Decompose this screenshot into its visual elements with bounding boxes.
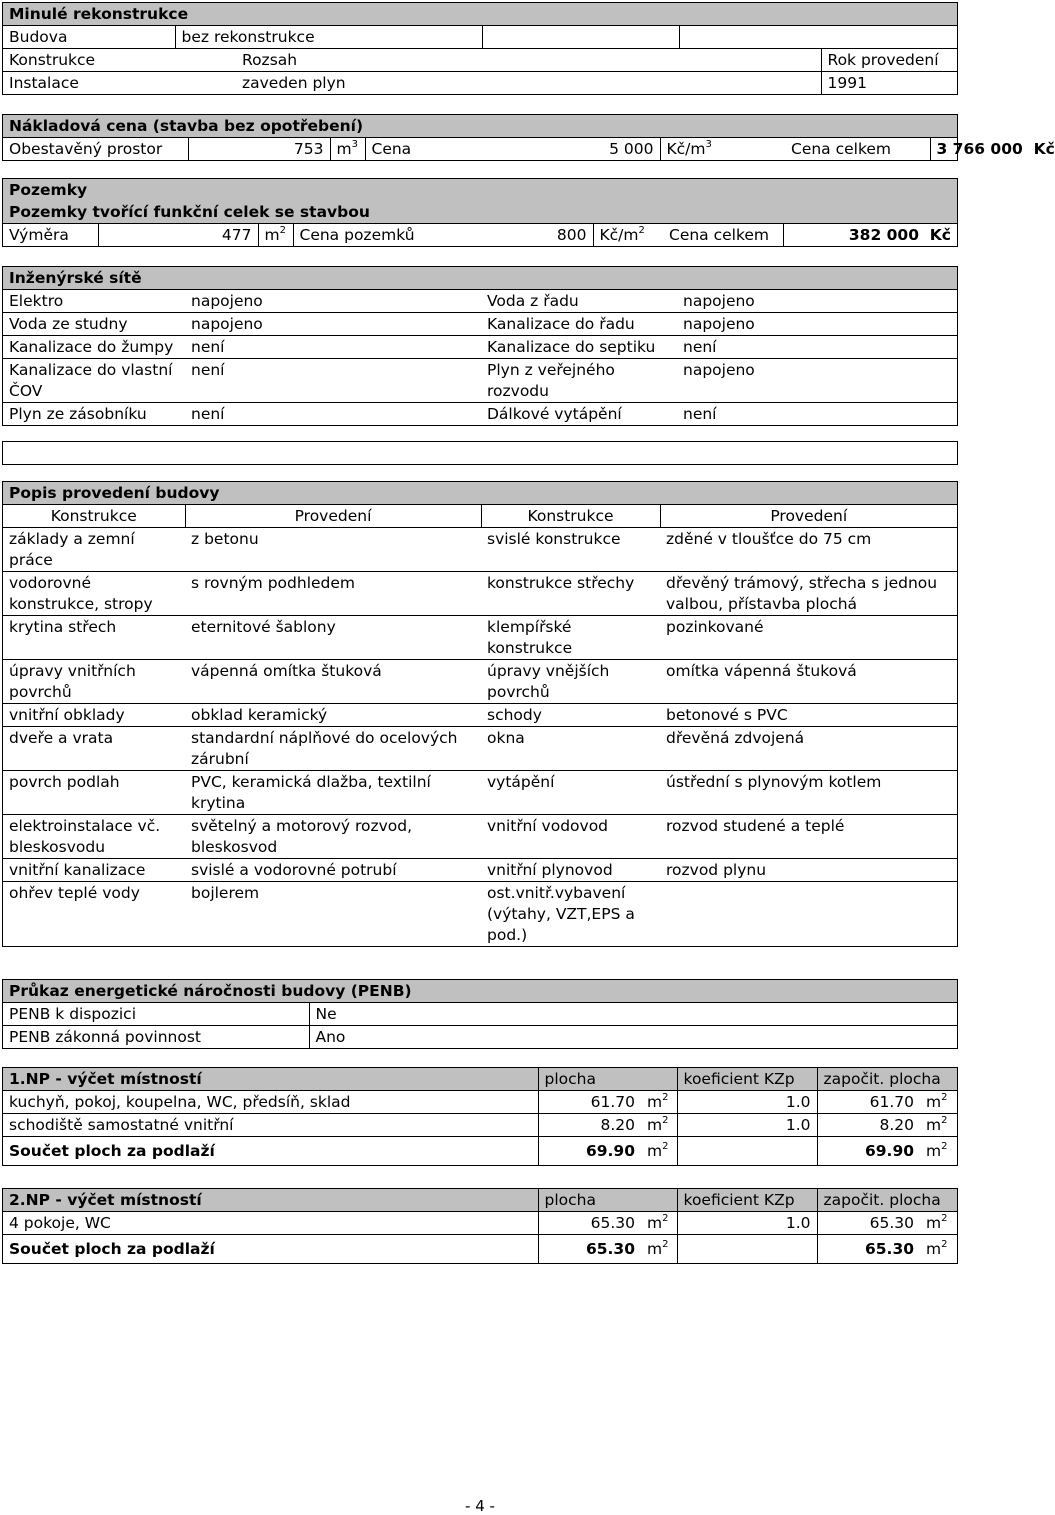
room-counted: 8.20 xyxy=(817,1114,920,1137)
construction-value: obklad keramický xyxy=(185,704,481,727)
room-list: schodiště samostatné vnitřní xyxy=(3,1114,538,1137)
construction-label: dveře a vrata xyxy=(3,727,185,771)
construction-value: zděné v tloušťce do 75 cm xyxy=(660,528,957,572)
land-price-label: Cena pozemků xyxy=(293,224,508,247)
utility-value: není xyxy=(185,403,481,426)
section-title: Inženýrské sítě xyxy=(3,267,957,290)
header-zapocit: započit. plocha xyxy=(817,1189,957,1212)
area-unit: $m^2$ xyxy=(258,224,293,247)
construction-value: rozvod plynu xyxy=(660,859,957,882)
header-plocha: plocha xyxy=(538,1189,677,1212)
section-title: Pozemky xyxy=(3,179,957,201)
land-total-value: 382 000 Kč xyxy=(783,224,957,247)
header-konstrukce: Konstrukce xyxy=(481,505,660,528)
building-section xyxy=(2,481,958,947)
construction-label: ost.vnitř.vybavení (výtahy, VZT,EPS a pod.) xyxy=(481,882,660,947)
section-title: Popis provedení budovy xyxy=(3,482,957,505)
construction-label: základy a zemní práce xyxy=(3,528,185,572)
construction-value: ústřední s plynovým kotlem xyxy=(660,771,957,815)
empty-box xyxy=(2,441,958,465)
room-area: 65.30 xyxy=(538,1212,641,1235)
construction-label: konstrukce střechy xyxy=(481,572,660,616)
row-label: Instalace xyxy=(3,72,236,95)
penb-value: Ano xyxy=(309,1026,957,1049)
area-unit: $m^2$ xyxy=(920,1235,957,1263)
construction-label: vnitřní kanalizace xyxy=(3,859,185,882)
header-zapocit: započit. plocha xyxy=(817,1068,957,1091)
area-unit: $m^2$ xyxy=(641,1137,677,1165)
utility-value: není xyxy=(677,336,957,359)
utility-label: Kanalizace do septiku xyxy=(481,336,677,359)
construction-label: vnitřní obklady xyxy=(3,704,185,727)
header-konstrukce: Konstrukce xyxy=(3,49,236,72)
room-coef: 1.0 xyxy=(677,1114,817,1137)
header-koeficient: koeficient KZp xyxy=(677,1189,817,1212)
cost-section xyxy=(2,114,1055,161)
land-section xyxy=(2,178,958,247)
construction-value xyxy=(660,882,957,947)
row-rok: 1991 xyxy=(821,72,957,95)
sum-area: 65.30 xyxy=(538,1235,641,1263)
header-provedeni: Provedení xyxy=(660,505,957,528)
land-price-value: 800 xyxy=(508,224,593,247)
room-coef: 1.0 xyxy=(677,1212,817,1235)
floor2-section xyxy=(2,1188,958,1264)
construction-value: vápenná omítka štuková xyxy=(185,660,481,704)
sum-counted: 65.30 xyxy=(817,1235,920,1263)
area-value: 477 xyxy=(98,224,258,247)
construction-value: svislé a vodorovné potrubí xyxy=(185,859,481,882)
utility-label: Voda z řadu xyxy=(481,290,677,313)
room-list: 4 pokoje, WC xyxy=(3,1212,538,1235)
row-rozsah: zaveden plyn xyxy=(236,72,821,95)
construction-value: bojlerem xyxy=(185,882,481,947)
utility-label: Kanalizace do žumpy xyxy=(3,336,185,359)
area-unit: $m^2$ xyxy=(920,1137,957,1165)
area-unit: $m^2$ xyxy=(920,1212,957,1235)
header-provedeni: Provedení xyxy=(185,505,481,528)
construction-value: dřevěná zdvojená xyxy=(660,727,957,771)
area-unit: $m^2$ xyxy=(920,1091,957,1114)
construction-label: vytápění xyxy=(481,771,660,815)
past-reconstructions-section xyxy=(2,2,958,95)
utility-value: není xyxy=(185,359,481,403)
construction-value: eternitové šablony xyxy=(185,616,481,660)
penb-label: PENB k dispozici xyxy=(3,1003,309,1026)
header-rozsah: Rozsah xyxy=(236,49,821,72)
construction-label: úpravy vnitřních povrchů xyxy=(3,660,185,704)
construction-label: okna xyxy=(481,727,660,771)
price-label: Cena xyxy=(365,138,590,161)
construction-value: s rovným podhledem xyxy=(185,572,481,616)
construction-value: dřevěný trámový, střecha s jednou valbou, přístavba plochá xyxy=(660,572,957,616)
construction-value: standardní náplňové do ocelových zárubní xyxy=(185,727,481,771)
construction-label: vnitřní vodovod xyxy=(481,815,660,859)
room-list: kuchyň, pokoj, koupelna, WC, předsíň, sklad xyxy=(3,1091,538,1114)
construction-value: z betonu xyxy=(185,528,481,572)
sum-counted: 69.90 xyxy=(817,1137,920,1165)
room-area: 8.20 xyxy=(538,1114,641,1137)
construction-label: povrch podlah xyxy=(3,771,185,815)
page-number: - 4 - xyxy=(465,1497,495,1515)
section-title: Nákladová cena (stavba bez opotřebení) xyxy=(3,115,957,138)
header-koeficient: koeficient KZp xyxy=(677,1068,817,1091)
utility-value: napojeno xyxy=(677,290,957,313)
total-value: 3 766 000 Kč xyxy=(930,138,957,161)
header-rok: Rok provedení xyxy=(821,49,957,72)
price-unit: $Kč/m^3$ xyxy=(660,138,785,161)
land-total-label: Cena celkem xyxy=(663,224,783,247)
land-price-unit: $Kč/m^2$ xyxy=(593,224,663,247)
utility-value: není xyxy=(185,336,481,359)
construction-value: světelný a motorový rozvod, bleskosvod xyxy=(185,815,481,859)
utility-label: Dálkové vytápění xyxy=(481,403,677,426)
volume-value: 753 xyxy=(188,138,330,161)
budova-label: Budova xyxy=(3,26,175,49)
floor-title: 2.NP - výčet místností xyxy=(3,1189,538,1212)
construction-value: rozvod studené a teplé xyxy=(660,815,957,859)
price-value: 5 000 xyxy=(590,138,660,161)
room-coef: 1.0 xyxy=(677,1091,817,1114)
utility-label: Voda ze studny xyxy=(3,313,185,336)
area-unit: $m^2$ xyxy=(920,1114,957,1137)
area-unit: $m^2$ xyxy=(641,1212,677,1235)
room-area: 61.70 xyxy=(538,1091,641,1114)
utility-label: Kanalizace do řadu xyxy=(481,313,677,336)
utility-label: Kanalizace do vlastní ČOV xyxy=(3,359,185,403)
sum-label: Součet ploch za podlaží xyxy=(3,1137,538,1165)
utility-label: Plyn ze zásobníku xyxy=(3,403,185,426)
area-unit: $m^2$ xyxy=(641,1091,677,1114)
utility-value: napojeno xyxy=(185,313,481,336)
construction-label: klempířské konstrukce xyxy=(481,616,660,660)
penb-label: PENB zákonná povinnost xyxy=(3,1026,309,1049)
construction-label: krytina střech xyxy=(3,616,185,660)
floor1-section xyxy=(2,1067,958,1166)
construction-label: vnitřní plynovod xyxy=(481,859,660,882)
volume-label: Obestavěný prostor xyxy=(3,138,188,161)
construction-value: pozinkované xyxy=(660,616,957,660)
construction-label: vodorovné konstrukce, stropy xyxy=(3,572,185,616)
budova-value: bez rekonstrukce xyxy=(175,26,482,49)
area-unit: $m^2$ xyxy=(641,1114,677,1137)
construction-value: betonové s PVC xyxy=(660,704,957,727)
utility-value: napojeno xyxy=(677,313,957,336)
utilities-section xyxy=(2,266,958,426)
construction-label: elektroinstalace vč. bleskosvodu xyxy=(3,815,185,859)
construction-label: schody xyxy=(481,704,660,727)
volume-unit: $m^3$ xyxy=(330,138,365,161)
construction-label: ohřev teplé vody xyxy=(3,882,185,947)
section-title: Průkaz energetické náročnosti budovy (PENB) xyxy=(3,980,957,1003)
construction-label: úpravy vnějších povrchů xyxy=(481,660,660,704)
room-counted: 65.30 xyxy=(817,1212,920,1235)
construction-value: omítka vápenná štuková xyxy=(660,660,957,704)
construction-label: svislé konstrukce xyxy=(481,528,660,572)
header-konstrukce: Konstrukce xyxy=(3,505,185,528)
area-label: Výměra xyxy=(3,224,98,247)
penb-section xyxy=(2,979,958,1049)
header-plocha: plocha xyxy=(538,1068,677,1091)
sum-area: 69.90 xyxy=(538,1137,641,1165)
utility-label: Plyn z veřejného rozvodu xyxy=(481,359,677,403)
utility-value: není xyxy=(677,403,957,426)
floor-title: 1.NP - výčet místností xyxy=(3,1068,538,1091)
utility-value: napojeno xyxy=(677,359,957,403)
section-subtitle: Pozemky tvořící funkční celek se stavbou xyxy=(3,201,957,224)
utility-value: napojeno xyxy=(185,290,481,313)
penb-value: Ne xyxy=(309,1003,957,1026)
sum-label: Součet ploch za podlaží xyxy=(3,1235,538,1263)
room-counted: 61.70 xyxy=(817,1091,920,1114)
utility-label: Elektro xyxy=(3,290,185,313)
construction-value: PVC, keramická dlažba, textilní krytina xyxy=(185,771,481,815)
total-label: Cena celkem xyxy=(785,138,930,161)
area-unit: $m^2$ xyxy=(641,1235,677,1263)
section-title: Minulé rekonstrukce xyxy=(3,3,957,26)
